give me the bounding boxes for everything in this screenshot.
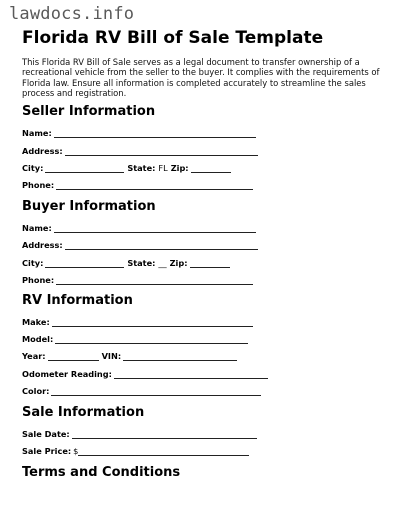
buyer-state-label: State:: [127, 258, 156, 268]
seller-city-label: City:: [22, 163, 44, 173]
seller-phone-field[interactable]: [56, 181, 253, 190]
seller-phone-label: Phone:: [22, 180, 55, 190]
seller-address-row: [22, 146, 258, 156]
intro-paragraph: This Florida RV Bill of Sale serves as a legal document to transfer ownership of a recreational vehicle from the seller to the buyer. It complies with the requirements of Florida law. Ensure all information is completed accurately to streamline the sales process and registration.: [22, 57, 380, 99]
buyer-zip-field[interactable]: [190, 259, 230, 268]
rv-section: [22, 293, 133, 309]
rv-make-label: Make:: [22, 317, 50, 327]
rv-vin-label: VIN:: [101, 351, 122, 361]
seller-address-label: Address:: [22, 146, 63, 156]
buyer-name-field[interactable]: [54, 224, 256, 233]
seller-state-label: State:: [127, 163, 156, 173]
rv-vin-field[interactable]: [123, 352, 237, 361]
seller-address-field[interactable]: [65, 147, 258, 156]
sale-date-label: Sale Date:: [22, 429, 70, 439]
buyer-address-field[interactable]: [65, 241, 258, 250]
terms-heading: Terms and Conditions: [22, 465, 181, 480]
seller-zip-label: Zip:: [170, 163, 189, 173]
rv-color-label: Color:: [22, 386, 50, 396]
buyer-name-row: [22, 223, 256, 233]
sale-heading: Sale Information: [22, 405, 145, 420]
rv-odometer-row: [22, 369, 268, 379]
seller-name-label: Name:: [22, 128, 52, 138]
seller-zip-field[interactable]: [191, 164, 231, 173]
rv-make-field[interactable]: [52, 318, 253, 327]
rv-model-field[interactable]: [55, 335, 248, 344]
rv-model-label: Model:: [22, 334, 54, 344]
document-title: Florida RV Bill of Sale Template: [22, 28, 324, 48]
rv-year-label: Year:: [22, 351, 46, 361]
buyer-name-label: Name:: [22, 223, 52, 233]
seller-phone-row: [22, 180, 253, 190]
seller-name-row: [22, 128, 256, 138]
sale-price-field[interactable]: [78, 447, 249, 456]
rv-odometer-field[interactable]: [114, 370, 268, 379]
rv-color-row: [22, 386, 261, 396]
sale-section: [22, 405, 144, 421]
terms-section: [22, 465, 180, 481]
seller-city-field[interactable]: [45, 164, 124, 173]
rv-model-row: [22, 334, 248, 344]
buyer-zip-label: Zip:: [169, 258, 188, 268]
document-header: [22, 27, 387, 99]
rv-year-row: [22, 351, 237, 361]
sale-price-prefix: $: [73, 446, 79, 456]
buyer-city-field[interactable]: [45, 259, 124, 268]
rv-year-field[interactable]: [48, 352, 99, 361]
rv-make-row: [22, 317, 253, 327]
rv-heading: RV Information: [22, 293, 133, 308]
buyer-city-row: [22, 258, 230, 268]
seller-city-row: [22, 163, 231, 173]
seller-name-field[interactable]: [54, 129, 256, 138]
buyer-heading: Buyer Information: [22, 199, 156, 214]
buyer-phone-label: Phone:: [22, 275, 55, 285]
watermark-logo: lawdocs.info: [9, 4, 135, 24]
rv-odometer-label: Odometer Reading:: [22, 369, 112, 379]
buyer-address-row: [22, 240, 258, 250]
sale-price-label: Sale Price:: [22, 446, 72, 456]
seller-section: [22, 104, 155, 120]
sale-date-row: [22, 429, 257, 439]
sale-price-row: [22, 446, 249, 456]
buyer-phone-field[interactable]: [56, 276, 253, 285]
buyer-address-label: Address:: [22, 240, 63, 250]
buyer-city-label: City:: [22, 258, 44, 268]
buyer-phone-row: [22, 275, 253, 285]
seller-state-value: FL: [158, 163, 168, 173]
rv-color-field[interactable]: [51, 387, 261, 396]
buyer-state-value: __: [158, 258, 167, 268]
buyer-section: [22, 199, 156, 215]
sale-date-field[interactable]: [72, 430, 257, 439]
seller-heading: Seller Information: [22, 104, 156, 119]
